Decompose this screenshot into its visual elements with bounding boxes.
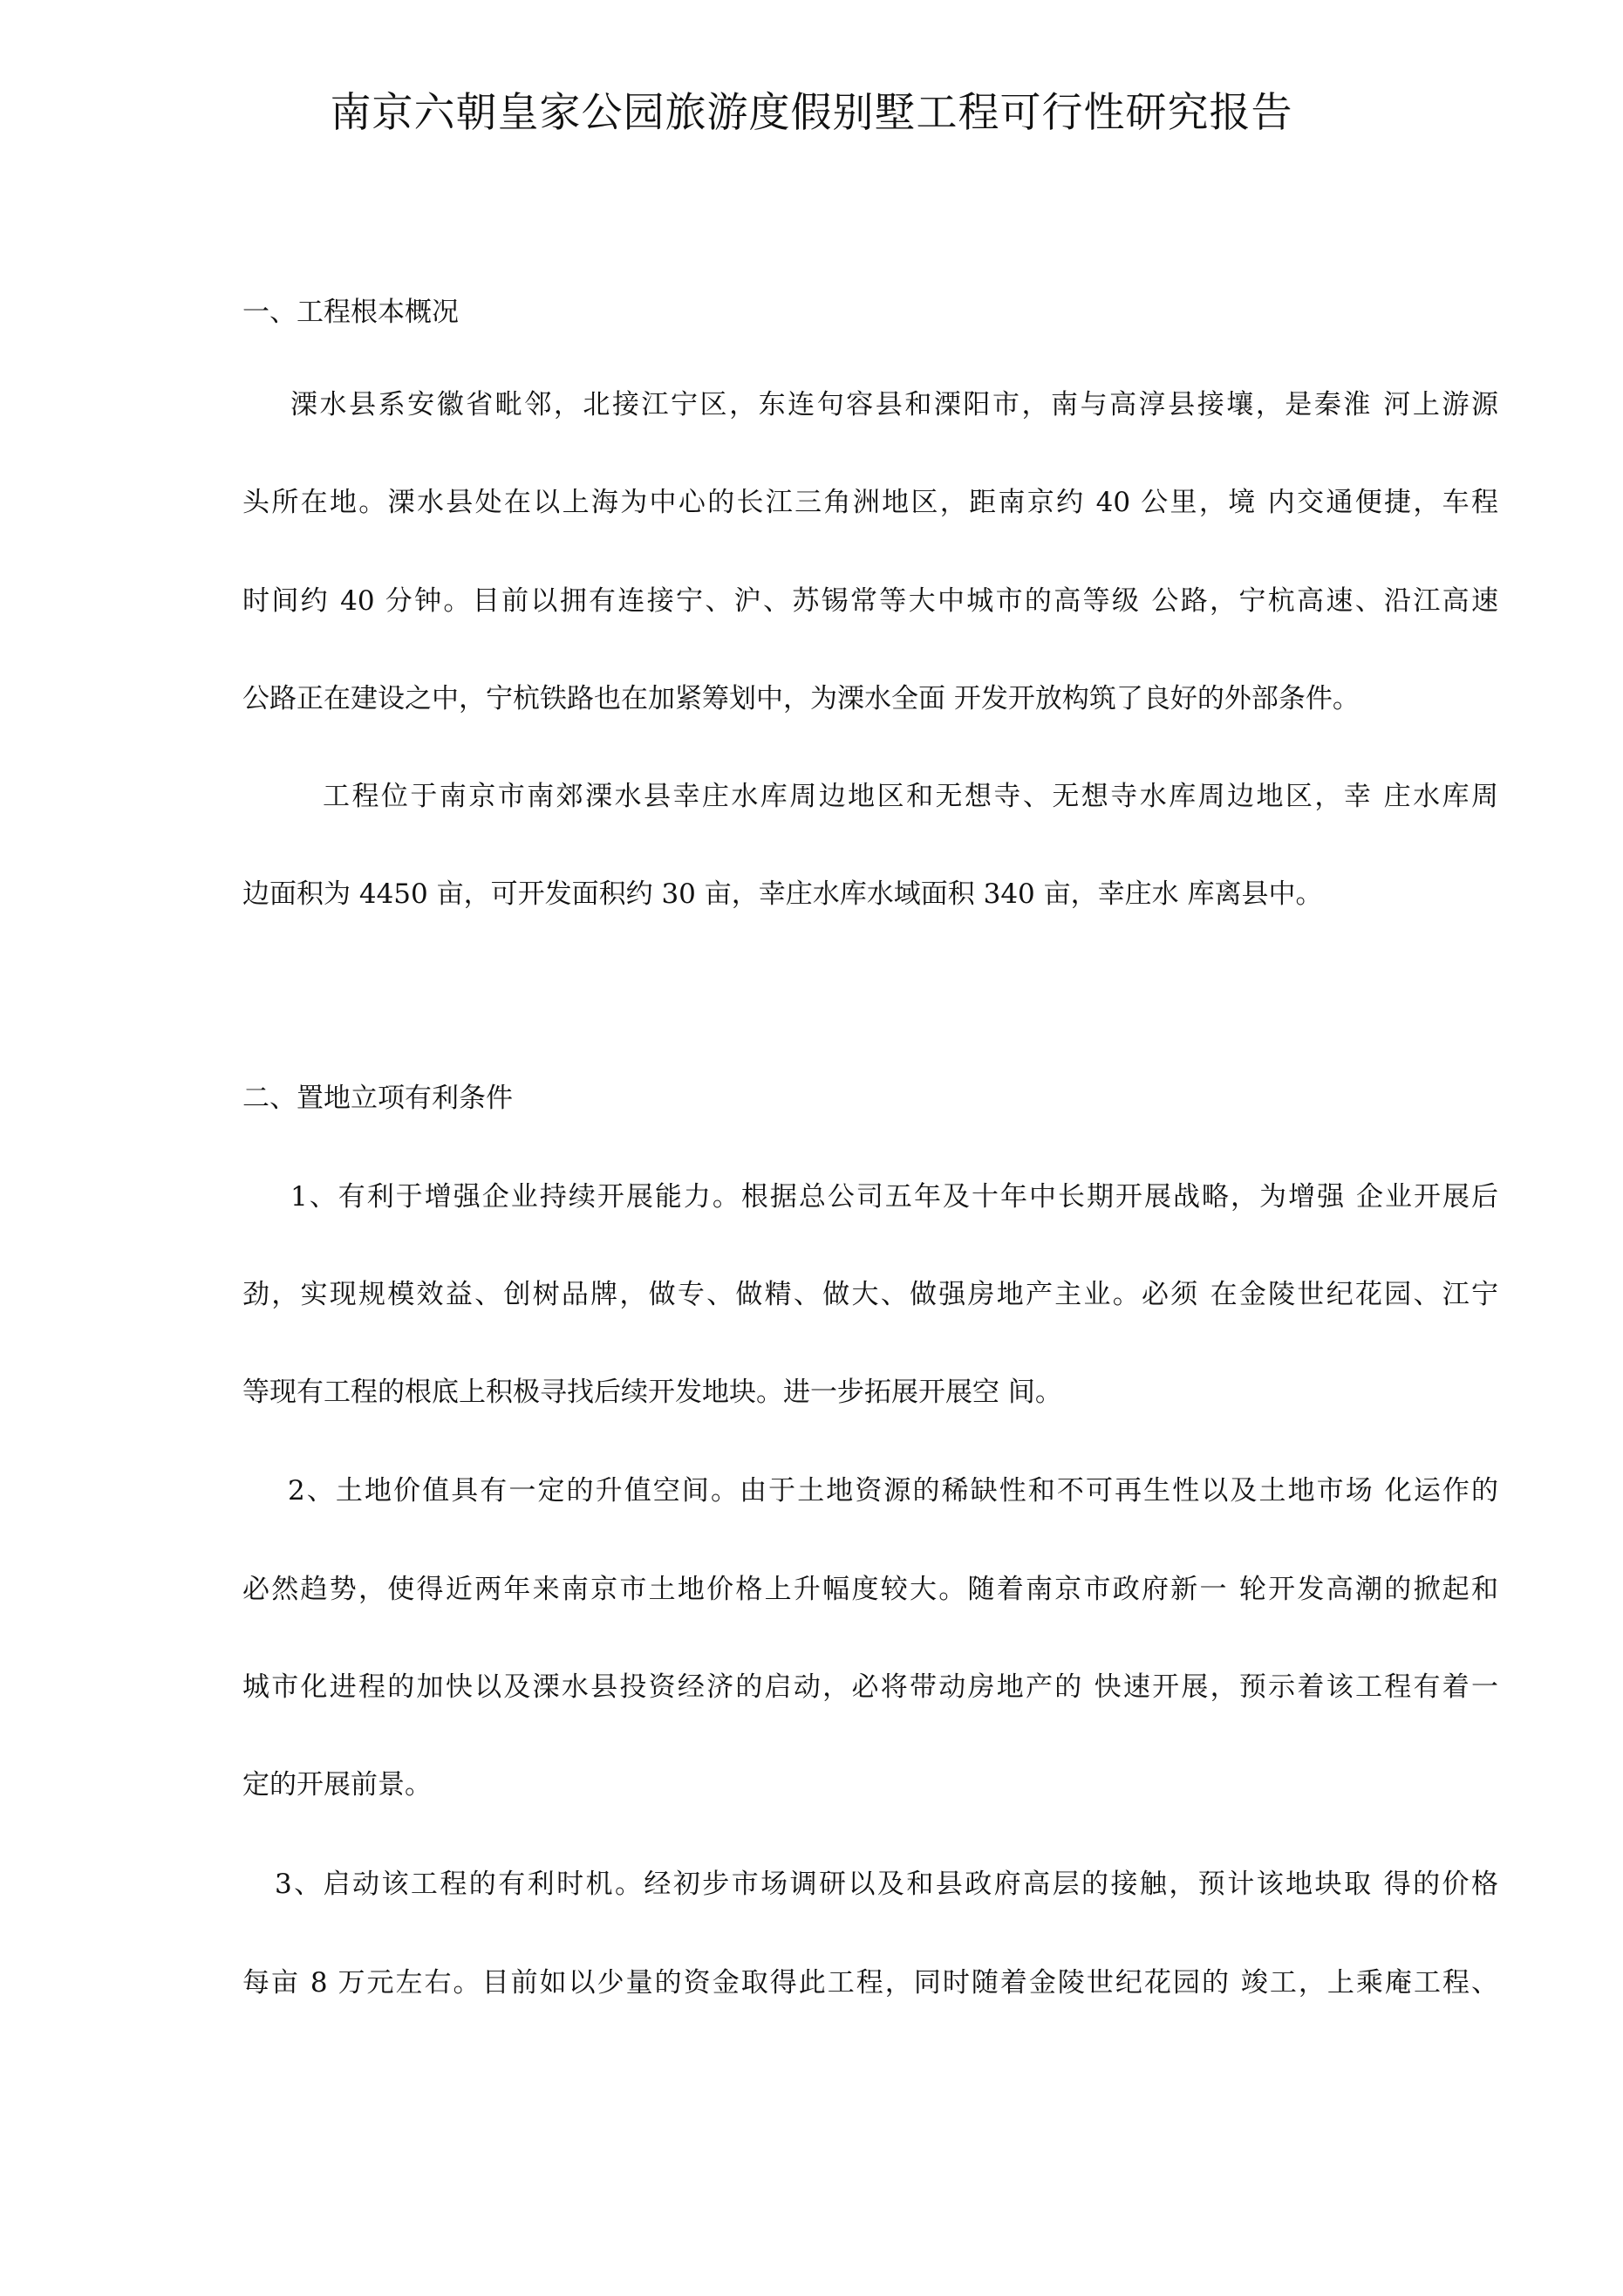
list-item-line: 1、有利于增强企业持续开展能力。根据总公司五年及十年中长期开展战略，为增强 企业开展后 (290, 1181, 1498, 1213)
list-item-line: 3、启动该工程的有利时机。经初步市场调研以及和县政府高层的接触，预计该地块取 得的价格 (275, 1869, 1498, 1900)
list-item-line: 每亩 8 万元左右。目前如以少量的资金取得此工程，同时随着金陵世纪花园的 竣工，上乘庵工程、 (242, 1967, 1498, 1999)
paragraph-line: 工程位于南京市南郊溧水县幸庄水库周边地区和无想寺、无想寺水库周边地区，幸 庄水库周 (323, 781, 1498, 812)
document-title: 南京六朝皇家公园旅游度假别墅工程可行性研究报告 (330, 89, 1293, 137)
list-item-line: 劲，实现规模效益、创树品牌，做专、做精、做大、做强房地产主业。必须 在金陵世纪花园、江宁 (242, 1279, 1498, 1310)
section-heading-overview: 一、工程根本概况 (242, 297, 459, 328)
list-item-line: 城市化进程的加快以及溧水县投资经济的启动，必将带动房地产的 快速开展，预示着该工程有着一 (242, 1671, 1498, 1703)
list-item-line: 定的开展前景。 (242, 1769, 432, 1801)
paragraph-line: 溧水县系安徽省毗邻，北接江宁区，东连句容县和溧阳市，南与高淳县接壤，是秦淮 河上游源 (290, 389, 1498, 420)
paragraph-line: 头所在地。溧水县处在以上海为中心的长江三角洲地区，距南京约 40 公里，境 内交通便捷，车程 (242, 487, 1498, 518)
paragraph-line: 公路正在建设之中，宁杭铁路也在加紧筹划中，为溧水全面 开发开放构筑了良好的外部条件。 (242, 683, 1360, 714)
paragraph-line: 时间约 40 分钟。目前以拥有连接宁、沪、苏锡常等大中城市的高等级 公路，宁杭高速、沿江高速 (242, 585, 1498, 617)
list-item-line: 必然趋势，使得近两年来南京市土地价格上升幅度较大。随着南京市政府新一 轮开发高潮的掀起和 (242, 1574, 1498, 1605)
list-item-line: 等现有工程的根底上积极寻找后续开发地块。进一步拓展开展空 间。 (242, 1377, 1062, 1408)
list-item-line: 2、土地价值具有一定的升值空间。由于土地资源的稀缺性和不可再生性以及土地市场 化运作的 (288, 1475, 1498, 1507)
paragraph-line: 边面积为 4450 亩，可开发面积约 30 亩，幸庄水库水域面积 340 亩，幸庄水 库离县中。 (242, 878, 1323, 910)
section-heading-favorable-conditions: 二、置地立项有利条件 (242, 1083, 513, 1114)
